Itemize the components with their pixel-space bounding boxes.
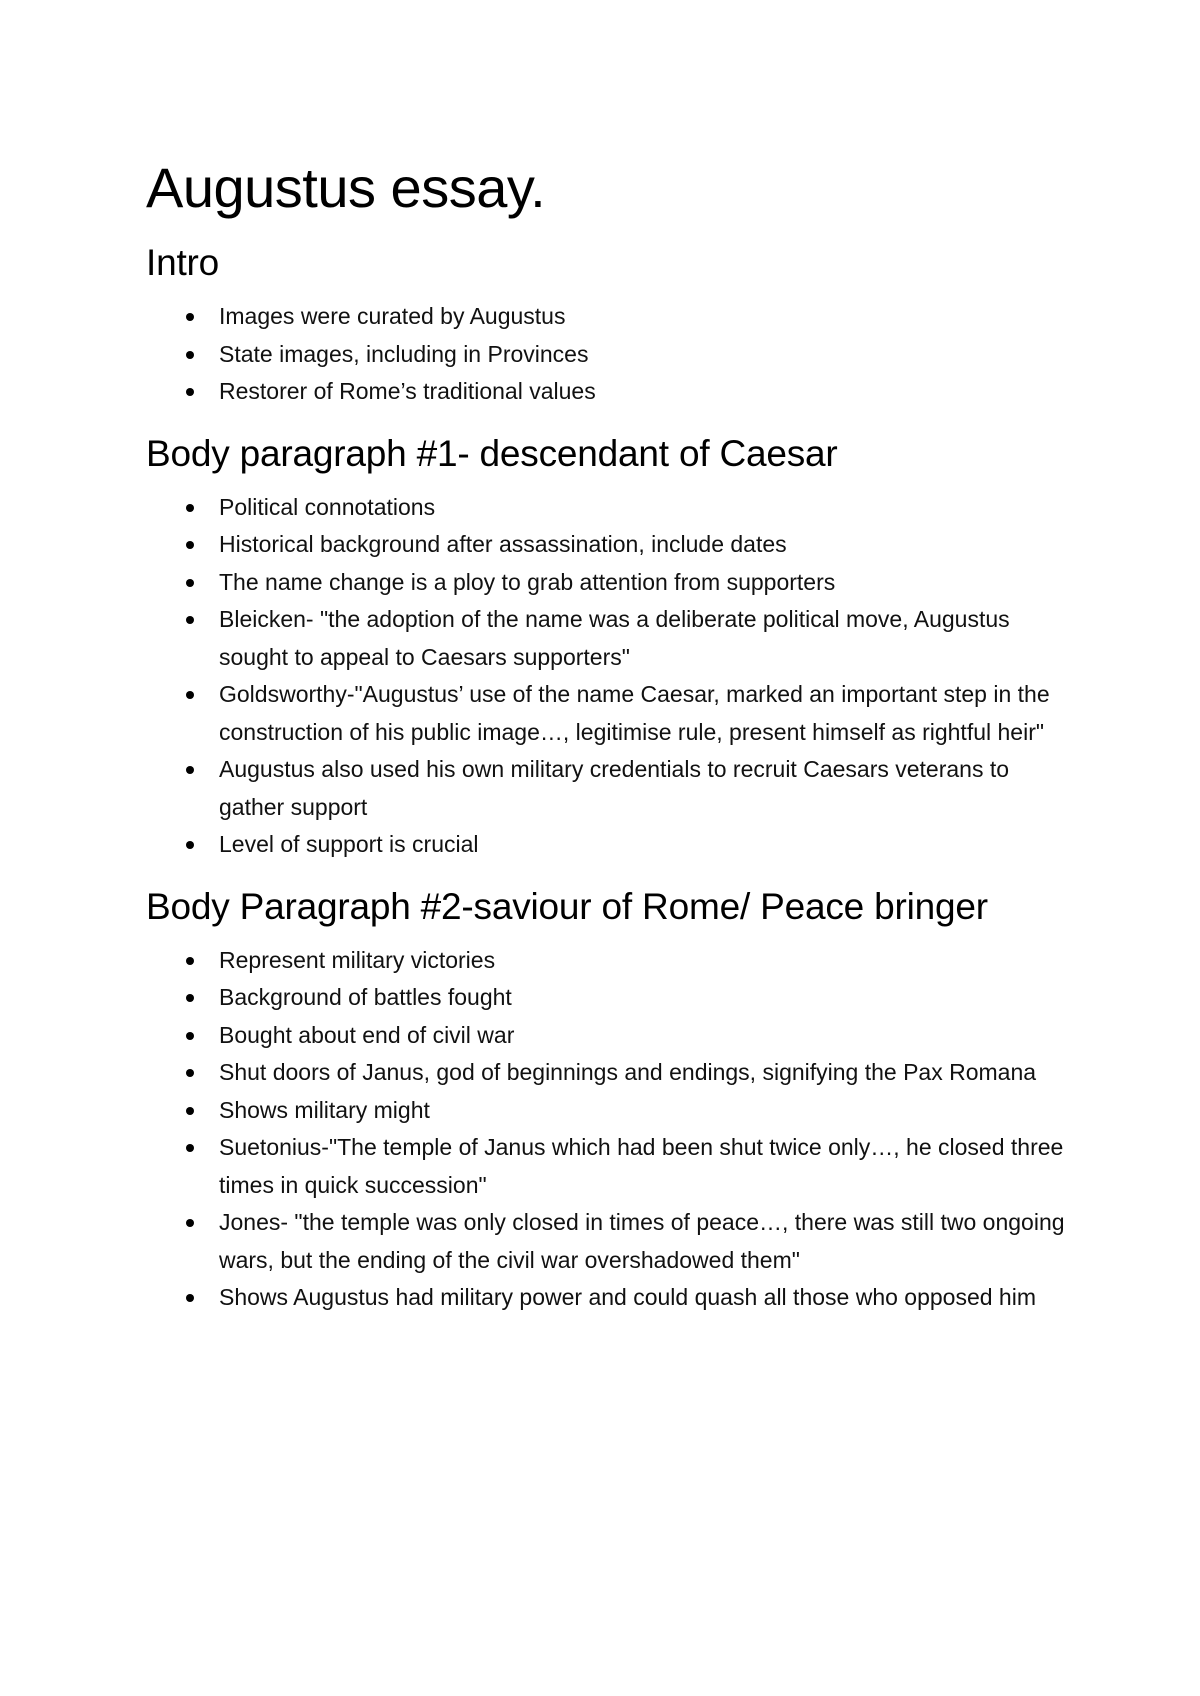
list-item-text: Historical background after assassination, include dates (219, 531, 787, 557)
list-item (146, 676, 1066, 751)
bullet-icon (186, 541, 194, 549)
list-item-text: Restorer of Rome’s traditional values (219, 378, 596, 404)
list-item-text: Bought about end of civil war (219, 1021, 515, 1048)
list-item-text: Shows military might (219, 1096, 430, 1123)
bullet-icon (186, 994, 194, 1002)
list-item (146, 526, 1066, 564)
bullet-icon (186, 504, 194, 512)
bullet-list-body-1 (146, 489, 1066, 864)
list-item (146, 1017, 1066, 1055)
bullet-icon (186, 1144, 194, 1152)
list-item (146, 564, 1066, 602)
bullet-icon (186, 313, 194, 321)
bullet-icon (186, 1032, 194, 1040)
list-item (146, 826, 1066, 864)
bullet-icon (186, 1219, 194, 1227)
bullet-icon (186, 579, 194, 587)
bullet-list-intro (146, 298, 1066, 411)
bullet-icon (186, 616, 194, 624)
bullet-icon (186, 841, 194, 849)
list-item-text: Images were curated by Augustus (219, 303, 566, 329)
list-item-text: Augustus also used his own military credentials to recruit Caesars veterans to gather support (219, 756, 1010, 820)
list-item-text: Shut doors of Janus, god of beginnings and endings, signifying the Pax Romana (219, 1059, 1037, 1085)
list-item-text: Shows Augustus had military power and could quash all those who opposed him (219, 1284, 1036, 1310)
bullet-icon (186, 766, 194, 774)
list-item (146, 1204, 1066, 1279)
list-item-text: The name change is a ploy to grab attention from supporters (219, 568, 836, 595)
bullet-icon (186, 957, 194, 965)
bullet-icon (186, 1107, 194, 1115)
list-item (146, 1054, 1066, 1092)
list-item (146, 298, 1066, 336)
document-title: Augustus essay. (146, 156, 546, 219)
section-heading-body-2: Body Paragraph #2-saviour of Rome/ Peace bringer (146, 885, 988, 927)
list-item (146, 979, 1066, 1017)
list-item (146, 373, 1066, 411)
bullet-icon (186, 388, 194, 396)
list-item (146, 751, 1066, 826)
list-item-text: Bleicken- "the adoption of the name was a deliberate political move, Augustus sought to appeal to Caesars supporters" (219, 606, 1010, 670)
list-item (146, 1279, 1066, 1317)
document-page (146, 150, 1066, 1331)
list-item (146, 601, 1066, 676)
section-heading-body-1: Body paragraph #1- descendant of Caesar (146, 432, 838, 474)
list-item-text: Level of support is crucial (219, 831, 479, 857)
list-item (146, 489, 1066, 527)
list-item (146, 1092, 1066, 1130)
list-item-text: Jones- "the temple was only closed in times of peace…, there was still two ongoing wars, but the ending of the civil war overshadowed them" (219, 1209, 1065, 1273)
bullet-icon (186, 1294, 194, 1302)
list-item (146, 336, 1066, 374)
list-item-text: Political connotations (219, 493, 436, 520)
bullet-icon (186, 1069, 194, 1077)
section-heading-intro: Intro (146, 242, 220, 283)
list-item-text: Suetonius-"The temple of Janus which had been shut twice only…, he closed three times in quick succession" (219, 1134, 1064, 1198)
list-item-text: Background of battles fought (219, 984, 512, 1010)
list-item (146, 1129, 1066, 1204)
list-item-text: Represent military victories (219, 946, 496, 973)
list-item-text: Goldsworthy-"Augustus’ use of the name Caesar, marked an important step in the construction of his public image…, legitimise rule, present himself as rightful heir" (219, 681, 1050, 745)
bullet-list-body-2 (146, 942, 1066, 1317)
bullet-icon (186, 351, 194, 359)
list-item-text: State images, including in Provinces (219, 340, 589, 367)
bullet-icon (186, 691, 194, 699)
list-item (146, 942, 1066, 980)
